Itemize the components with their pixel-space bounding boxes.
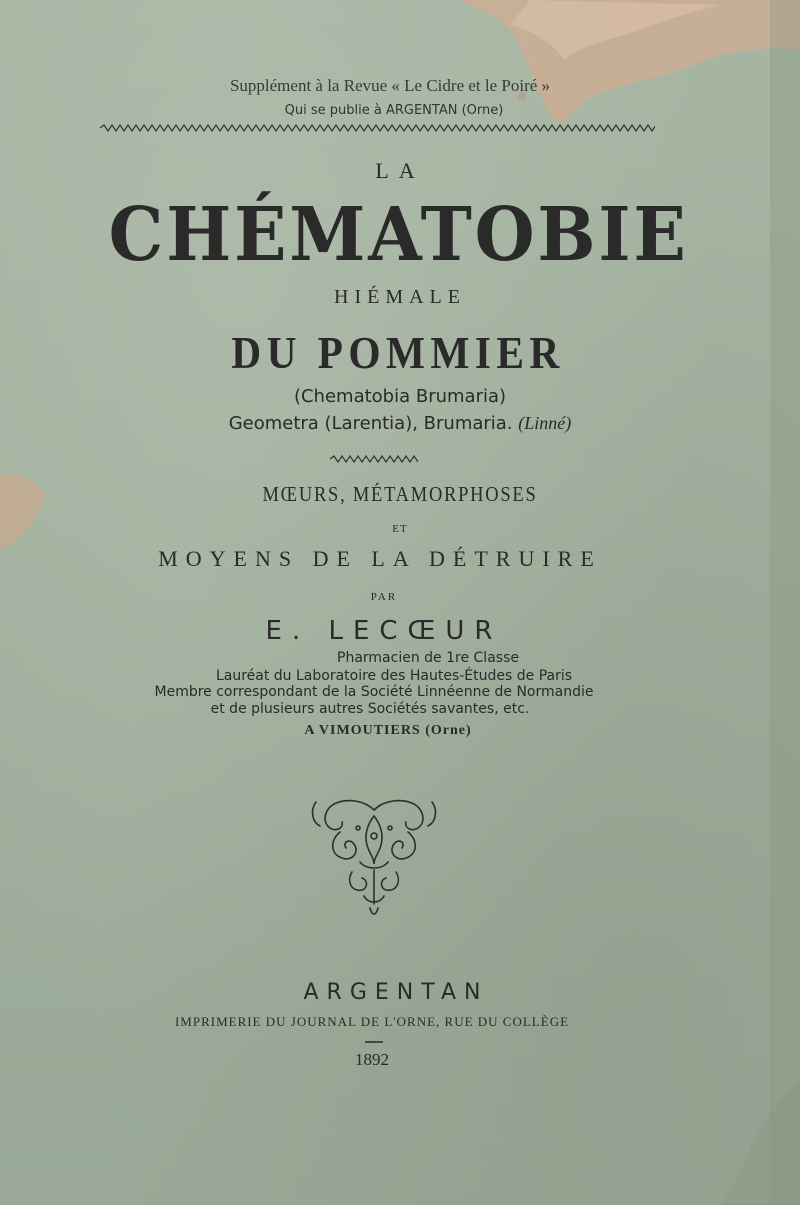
synonym-line — [0, 413, 800, 434]
title-article: LA — [375, 158, 425, 183]
subtitle-et: ET — [392, 523, 408, 535]
printer-line: IMPRIMERIE DU JOURNAL DE L'ORNE, RUE DU COLLÈGE — [174, 1014, 570, 1029]
left-edge-stain — [0, 470, 50, 550]
supplement-line: Supplément à la Revue « Le Cidre et le Poiré » — [229, 76, 551, 95]
title-pommier: DU POMMIER — [231, 327, 565, 378]
subtitle-moyens: MOYENS DE LA DÉTRUIRE — [158, 546, 602, 571]
year-rule — [365, 1041, 383, 1043]
wavy-rule — [100, 124, 655, 132]
floral-vignette-icon — [306, 792, 442, 924]
credential-1: Pharmacien de 1re Classe — [337, 650, 519, 666]
main-title: CHÉMATOBIE — [108, 192, 689, 278]
author-name: E. LECŒUR — [265, 616, 503, 646]
credential-3: Membre correspondant de la Société Linnéenne de Normandie — [154, 684, 594, 700]
credential-2: Lauréat du Laboratoire des Hautes-Études de Paris — [215, 668, 573, 684]
by-line: PAR — [370, 591, 398, 603]
synonym-author: (Linné) — [518, 413, 572, 433]
imprint-city: ARGENTAN — [303, 980, 489, 1005]
scientific-name: (Chematobia Brumaria) — [293, 386, 507, 407]
wavy-divider — [330, 455, 418, 463]
publication-place: Qui se publie à ARGENTAN (Orne) — [284, 103, 504, 118]
author-location: A VIMOUTIERS (Orne) — [304, 723, 472, 738]
credential-4: et de plusieurs autres Sociétés savantes, etc. — [210, 701, 530, 717]
publication-year: 1892 — [355, 1050, 389, 1069]
title-hiemale: HIÉMALE — [334, 286, 466, 308]
synonym-text: Geometra (Larentia), Brumaria. — [228, 413, 513, 434]
subtitle-moeurs: MŒURS, MÉTAMORPHOSES — [262, 482, 538, 506]
